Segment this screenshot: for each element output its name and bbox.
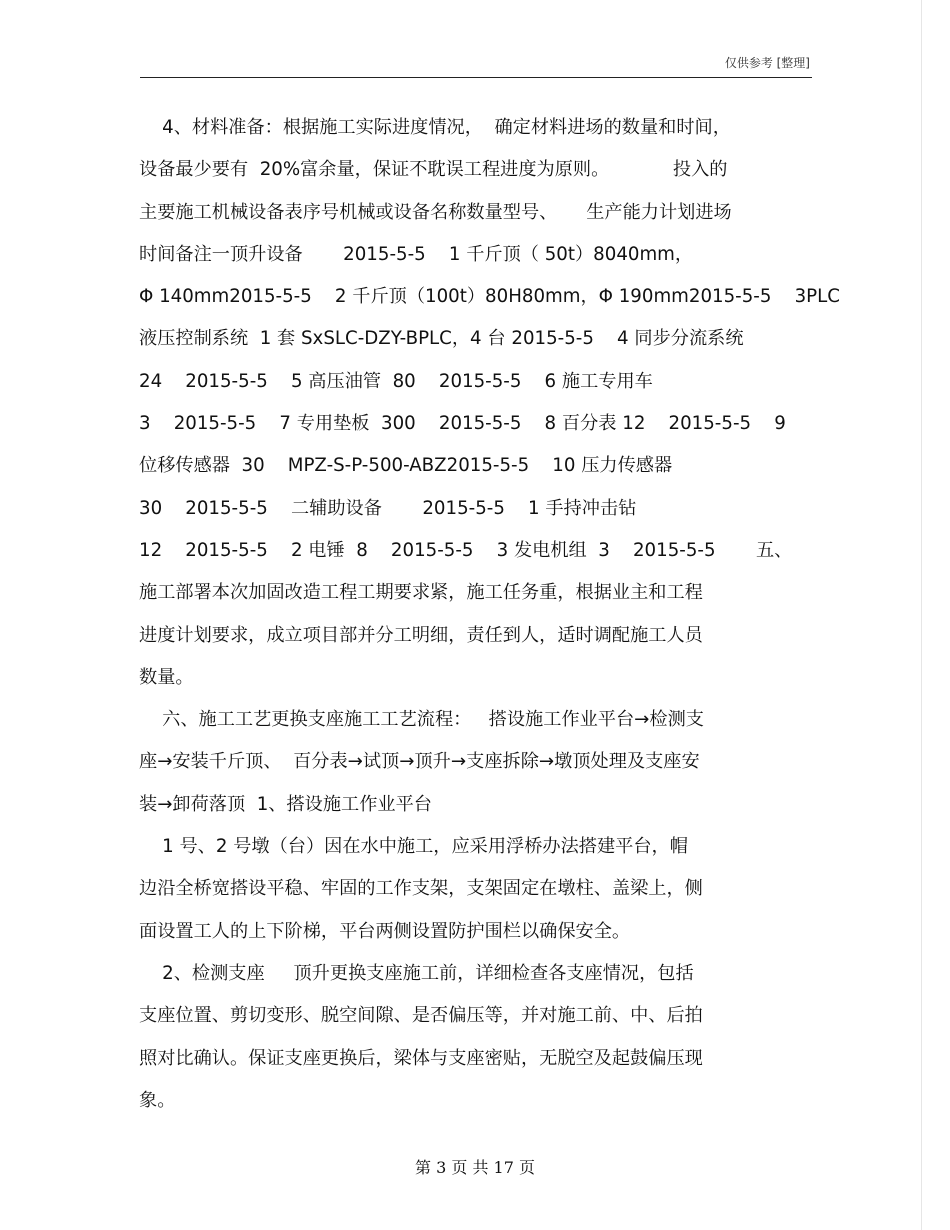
text-line: 六、施工工艺更换支座施工工艺流程： 搭设施工作业平台→检测支 [139,709,704,731]
text-line: 支座位置、剪切变形、脱空间隙、是否偏压等，并对施工前、中、后拍 [139,1005,703,1027]
text-line: 30 2015-5-5 二辅助设备 2015-5-5 1 手持冲击钻 [139,497,637,519]
page-footer: 第 3 页 共 17 页 [415,1158,535,1177]
header-note: 仅供参考 [整理] [724,56,810,70]
page-edge [921,0,922,1230]
text-line: 主要施工机械设备表序号机械或设备名称数量型号、 生产能力计划进场 [139,201,732,223]
text-line: 设备最少要有 20%富余量，保证不耽误工程进度为原则。 投入的 [139,159,728,181]
body-text [139,113,840,1128]
text-line: 时间备注一顶升设备 2015-5-5 1 千斤顶（ 50t）8040mm， [139,243,694,265]
text-line: 进度计划要求，成立项目部并分工明细，责任到人，适时调配施工人员 [139,624,703,646]
text-line: 3 2015-5-5 7 专用垫板 300 2015-5-5 8 百分表 12 2015-5-5 9 [139,413,786,435]
text-line: 照对比确认。保证支座更换后，梁体与支座密贴，无脱空及起鼓偏压现 [139,1047,703,1069]
text-line: Φ 140mm2015-5-5 2 千斤顶（100t）80H80mm，Φ 190mm2015-5-5 3PLC [139,286,840,308]
text-line: 施工部署本次加固改造工程工期要求紧，施工任务重，根据业主和工程 [139,582,703,604]
text-line: 4、材料准备：根据施工实际进度情况， 确定材料进场的数量和时间， [139,117,731,138]
text-line: 装→卸荷落顶 1、搭设施工作业平台 [139,793,432,815]
text-line: 2、检测支座 顶升更换支座施工前，详细检查各支座情况，包括 [139,962,694,984]
text-line: 边沿全桥宽搭设平稳、牢固的工作支架，支架固定在墩柱、盖梁上，侧 [139,878,703,900]
text-line: 象。 [139,1089,176,1111]
text-line: 位移传感器 30 MPZ-S-P-500-ABZ2015-5-5 10 压力传感器 [139,455,673,477]
text-line: 24 2015-5-5 5 高压油管 80 2015-5-5 6 施工专用车 [139,370,653,392]
text-line: 座→安装千斤顶、 百分表→试顶→顶升→支座拆除→墩顶处理及支座安 [139,751,700,773]
text-line: 数量。 [139,666,194,688]
text-line: 12 2015-5-5 2 电锤 8 2015-5-5 3 发电机组 3 2015-5-5 五、 [139,539,793,561]
header-rule [140,77,812,78]
text-line: 液压控制系统 1 套 SxSLC-DZY-BPLC，4 台 2015-5-5 4 同步分流系统 [139,328,744,350]
text-line: 1 号、2 号墩（台）因在水中施工，应采用浮桥办法搭建平台，帽 [139,836,688,858]
text-line: 面设置工人的上下阶梯，平台两侧设置防护围栏以确保安全。 [139,920,631,942]
